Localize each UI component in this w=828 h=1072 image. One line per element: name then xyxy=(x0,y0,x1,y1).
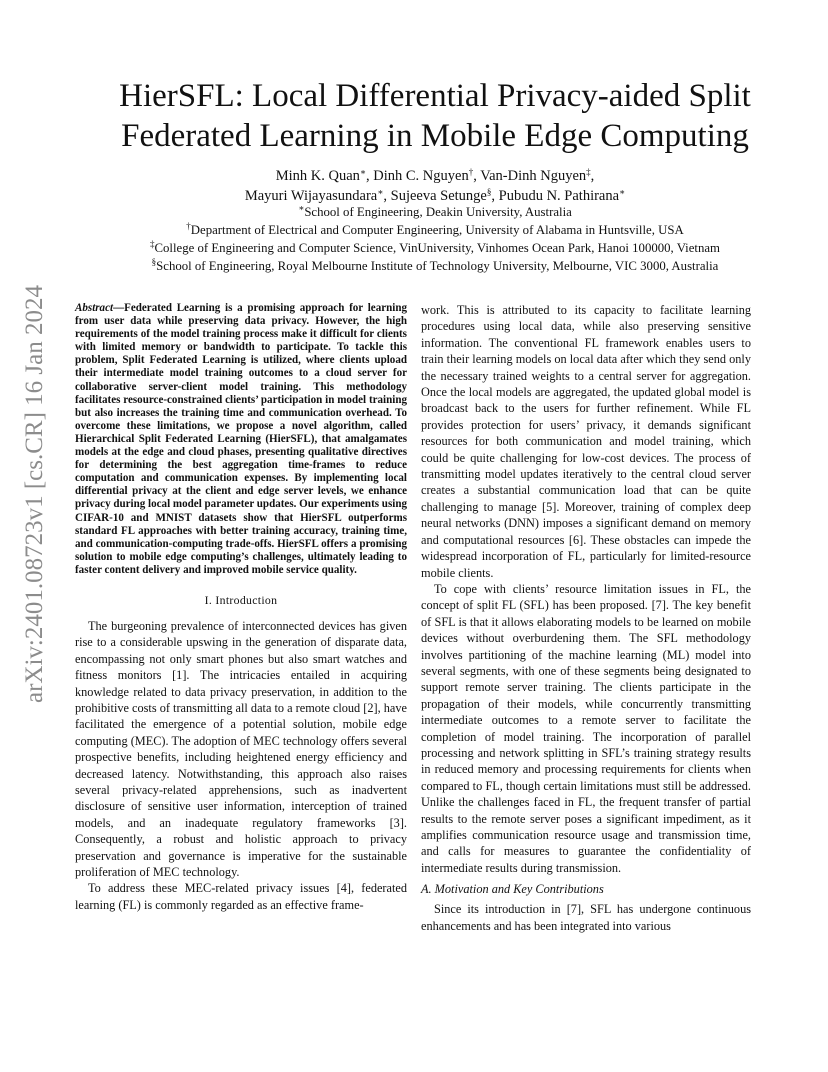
affiliation-mark: † xyxy=(186,221,191,231)
author-name: Van-Dinh Nguyen xyxy=(480,168,587,184)
left-column xyxy=(75,302,407,913)
title-line-1: HierSFL: Local Differential Privacy-aided Split xyxy=(119,78,751,114)
author-list xyxy=(70,166,800,206)
affiliation-mark: ‡ xyxy=(150,239,155,249)
author-line-1: Minh K. Quan∗, Dinh C. Nguyen†, Van-Dinh Nguyen‡, xyxy=(275,167,595,184)
affiliation-text: Department of Electrical and Computer Engineering, University of Alabama in Huntsville, USA xyxy=(190,223,684,237)
paper-title xyxy=(70,76,800,156)
author-name: Minh K. Quan xyxy=(275,168,360,184)
affiliation-mark: ∗ xyxy=(298,203,305,213)
affiliation-mark: ∗ xyxy=(377,187,384,197)
arxiv-stamp xyxy=(12,284,58,704)
affiliation-text: School of Engineering, Royal Melbourne Institute of Technology University, Melbourne, VIC 3000, Australia xyxy=(156,259,719,273)
abstract xyxy=(75,302,407,577)
author-name: Mayuri Wijayasundara xyxy=(244,188,378,204)
body-paragraph: work. This is attributed to its capacity to facilitate learning procedures using local data, while also preserving sensitive information. The conventional FL framework enables users to train their learning models on local data after which they send only the necessary trained weights to a central server for aggregation. Once the local models are aggregated, the updated global model is broadcast back to the users for further refinement. While FL provides protection for users’ privacy, it demands significant resources for both communication and model training, which could be quite challenging for low-cost devices. The process of transmitting model updates iteratively to the central cloud server creates a substantial communication load that can be quite challenging to manage [5]. Moreover, training of complex deep neural networks (DNN) imposes a significant demand on memory and computational resources [6]. These obstacles can impede the widespread incorporation of FL, particularly for limited-resource mobile clients. xyxy=(421,303,751,580)
affiliation-list xyxy=(70,203,800,275)
affiliation-text: School of Engineering, Deakin University, Australia xyxy=(304,205,572,219)
author-line-2: Mayuri Wijayasundara∗, Sujeeva Setunge§, Pubudu N. Pathirana∗ xyxy=(244,187,626,204)
affiliation-mark: ∗ xyxy=(359,167,367,177)
right-column xyxy=(421,302,751,934)
affiliation-mark: ∗ xyxy=(619,187,626,197)
affiliation-line xyxy=(70,257,800,275)
affiliation-line xyxy=(70,203,800,221)
abstract-text: Federated Learning is a promising approach for learning from user data while preserving data privacy. However, the high requirements of the model training process make it difficult for clients with limited memory or bandwidth to participate. To tackle this problem, Split Federated Learning is utilized, where clients upload their intermediate model training outcomes to a cloud server for collaborative server-client model training. This methodology facilitates resource-constrained clients’ participation in model training but also increases the training time and communication overhead. To overcome these limitations, we propose a novel algorithm, called Hierarchical Split Federated Learning (HierSFL), that amalgamates models at the edge and cloud phases, presenting qualitative directives for determining the best aggregation time-frames to reduce computation and communication expenses. By implementing local differential privacy at the client and edge server levels, we enhance privacy during local model parameter updates. Our experiments using CIFAR-10 and MNIST datasets show that HierSFL outperforms standard FL approaches with better training accuracy, training time, and communication-computing trade-offs. HierSFL offers a promising solution to mobile edge computing’s challenges, ultimately leading to faster content delivery and improved mobile service quality. xyxy=(75,302,407,576)
affiliation-mark: § xyxy=(151,257,157,267)
body-paragraph: To address these MEC-related privacy issues [4], federated learning (FL) is commonly regarded as an effective frame- xyxy=(75,881,407,912)
body-paragraph: Since its introduction in [7], SFL has undergone continuous enhancements and has been integrated into various xyxy=(421,902,751,933)
affiliation-line xyxy=(70,239,800,257)
author-name: Pubudu N. Pathirana xyxy=(498,188,620,204)
title-line-2: Federated Learning in Mobile Edge Computing xyxy=(121,118,749,154)
arxiv-identifier: arXiv:2401.08723v1 [cs.CR] 16 Jan 2024 xyxy=(21,284,48,704)
affiliation-mark: § xyxy=(486,187,492,197)
section-heading: I. Introduction xyxy=(204,592,278,607)
body-paragraph: The burgeoning prevalence of interconnected devices has given rise to a considerable upswing in the generation of disparate data, encompassing not only smart phones but also smart watches and fitness monitors [1]. The intricacies entailed in acquiring knowledge related to data privacy preservation, in addition to the prohibitive costs of transmitting all data to a remote cloud [2], have facilitated the emergence of a potential solution, mobile edge computing (MEC). The adoption of MEC technology offers several prospective benefits, including heightened energy efficiency and decreased latency. Notwithstanding, this approach also raises several privacy-related apprehensions, such as inadvertent disclosure of sensitive user information, interception of trained models, and an inadequate regulatory frameworks [3]. Consequently, a robust and holistic approach to privacy preservation and governance is imperative for the sustainable proliferation of MEC technology. xyxy=(75,618,407,880)
abstract-label: Abstract xyxy=(75,302,114,314)
author-name: Sujeeva Setunge xyxy=(390,188,487,204)
affiliation-mark: ‡ xyxy=(586,167,591,177)
affiliation-mark: † xyxy=(468,167,474,177)
affiliation-text: College of Engineering and Computer Science, VinUniversity, Vinhomes Ocean Park, Hanoi 100000, Vietnam xyxy=(154,241,720,255)
subsection-heading: A. Motivation and Key Contributions xyxy=(421,882,604,897)
author-name: Dinh C. Nguyen xyxy=(373,168,469,184)
body-paragraph: To cope with clients’ resource limitation issues in FL, the concept of split FL (SFL) has been proposed. [7]. The key benefit of SFL is that it allows elaborating models to be learned on mobile devices without overburdening them. The SFL methodology involves partitioning of the machine learning (ML) model into several segments, with one of these segments being designated to support remote server training. The clients participate in the propagation of their models, while concurrently transmitting intermediate outcomes to a remote server to facilitate the completion of model training. The incorporation of parallel processing and network splitting in SFL’s training strategy results in reduced memory and processing requirements for clients when compared to FL, though certain limitations must still be addressed. Unlike the challenges faced in FL, the frequent transfer of partial results to the remote server poses a significant impediment, as it amplifies communication resource usage and transmission time, and calls for measures to guarantee the confidentiality of intermediate results during transmission. xyxy=(421,581,751,875)
affiliation-line xyxy=(70,221,800,239)
abstract-dash: — xyxy=(113,302,125,314)
